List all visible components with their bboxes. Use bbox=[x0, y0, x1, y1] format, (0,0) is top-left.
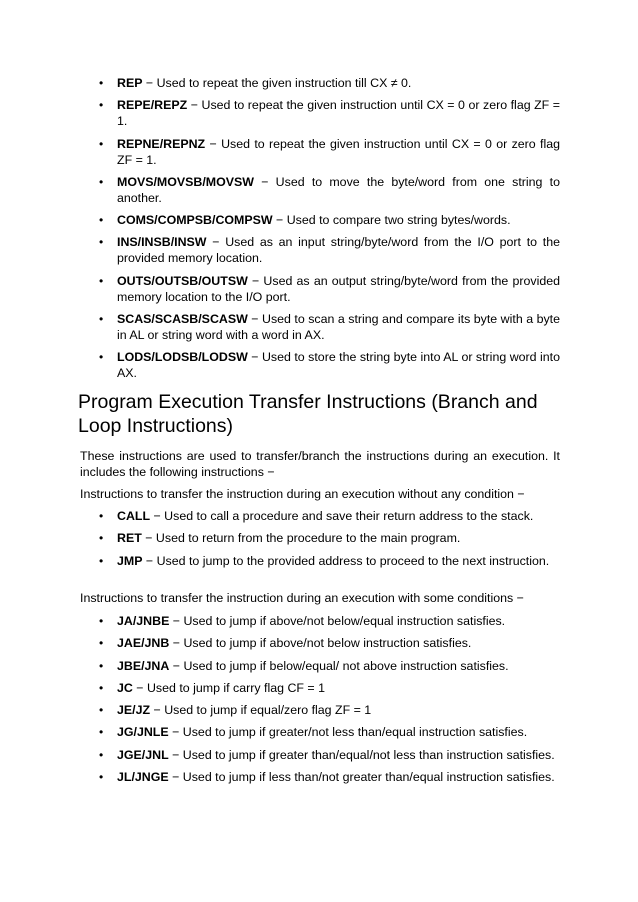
instruction-name: JC bbox=[117, 680, 133, 695]
list-item bbox=[0, 680, 638, 696]
separator: − bbox=[206, 235, 226, 250]
string-instruction-list bbox=[0, 75, 638, 388]
instruction-name: JE/JZ bbox=[117, 703, 151, 718]
separator: − bbox=[142, 553, 157, 568]
list-item bbox=[0, 311, 638, 343]
instruction-name: MOVS/MOVSB/MOVSW bbox=[117, 174, 254, 189]
separator: − bbox=[187, 98, 202, 113]
instruction-description: Used to jump to the provided address to proceed to the next instruction. bbox=[156, 553, 550, 568]
instruction-name: INS/INSB/INSW bbox=[117, 235, 207, 250]
instruction-name: JAE/JNB bbox=[117, 636, 170, 651]
instruction-description: Used to jump if carry flag CF = 1 bbox=[146, 680, 325, 695]
list-item bbox=[0, 747, 638, 763]
instruction-name: LODS/LODSB/LODSW bbox=[117, 350, 248, 365]
list-item bbox=[0, 75, 638, 91]
separator: − bbox=[247, 350, 262, 365]
instruction-description: Used to jump if above/not below/equal instruction satisfies. bbox=[183, 614, 506, 628]
separator: − bbox=[150, 703, 165, 718]
separator: − bbox=[272, 213, 287, 228]
conditional-instruction-list bbox=[0, 613, 638, 791]
separator: − bbox=[254, 174, 276, 189]
instruction-description: Used to jump if greater/not less than/equal instruction satisfies. bbox=[182, 725, 528, 740]
instruction-name: JG/JNLE bbox=[117, 725, 169, 740]
instruction-description: Used to jump if less than/not greater than/equal instruction satisfies. bbox=[182, 770, 555, 785]
separator: − bbox=[169, 614, 184, 628]
list-item bbox=[0, 553, 638, 569]
instruction-description: Used to repeat the given instruction till CX ≠ 0. bbox=[156, 76, 412, 90]
section-heading: Program Execution Transfer Instructions (Branch and Loop Instructions) bbox=[78, 391, 538, 437]
list-item bbox=[0, 635, 638, 651]
instruction-name: JMP bbox=[117, 553, 143, 568]
instruction-description: Used to repeat the given instruction until CX = 0 or zero flag ZF = 1. bbox=[117, 136, 560, 167]
list-item bbox=[0, 508, 638, 524]
instruction-name: JA/JNBE bbox=[117, 614, 170, 628]
section-intro: These instructions are used to transfer/branch the instructions during an execution. It includes the following instructions − bbox=[80, 449, 560, 479]
instruction-description: Used to call a procedure and save their return address to the stack. bbox=[164, 509, 534, 523]
separator: − bbox=[168, 770, 183, 785]
instruction-description: Used as an input string/byte/word from the I/O port to the provided memory location. bbox=[117, 235, 560, 266]
list-item bbox=[0, 273, 638, 305]
unconditional-instruction-list bbox=[0, 508, 638, 575]
unconditional-intro: Instructions to transfer the instruction during an execution without any condition − bbox=[80, 487, 525, 501]
list-item bbox=[0, 174, 638, 206]
list-item bbox=[0, 136, 638, 168]
instruction-name: OUTS/OUTSB/OUTSW bbox=[117, 273, 248, 288]
instruction-description: Used to return from the procedure to the main program. bbox=[155, 531, 461, 546]
instruction-description: Used to jump if equal/zero flag ZF = 1 bbox=[164, 703, 372, 718]
separator: − bbox=[150, 509, 165, 523]
instruction-description: Used to store the string byte into AL or string word into AX. bbox=[117, 350, 560, 381]
separator: − bbox=[247, 273, 264, 288]
separator: − bbox=[205, 136, 222, 151]
separator: − bbox=[169, 658, 184, 673]
instruction-description: Used to jump if greater than/equal/not less than instruction satisfies. bbox=[182, 747, 555, 762]
instruction-description: Used to jump if above/not below instruction satisfies. bbox=[183, 636, 472, 651]
instruction-name: COMS/COMPSB/COMPSW bbox=[117, 213, 273, 228]
instruction-description: Used to repeat the given instruction until CX = 0 or zero flag ZF = 1. bbox=[117, 98, 561, 129]
instruction-name: RET bbox=[117, 531, 142, 546]
instruction-name: REP bbox=[117, 76, 143, 90]
instruction-name: CALL bbox=[117, 509, 151, 523]
separator: − bbox=[141, 531, 156, 546]
instruction-name: JBE/JNA bbox=[117, 658, 170, 673]
separator: − bbox=[169, 636, 184, 651]
list-item bbox=[0, 769, 638, 785]
instruction-description: Used to compare two string bytes/words. bbox=[286, 213, 511, 228]
instruction-name: SCAS/SCASB/SCASW bbox=[117, 312, 248, 327]
list-item bbox=[0, 530, 638, 546]
separator: − bbox=[168, 725, 183, 740]
instruction-description: Used as an output string/byte/word from the provided memory location to the I/O port. bbox=[117, 273, 560, 304]
separator: − bbox=[247, 312, 263, 327]
list-item bbox=[0, 724, 638, 740]
list-item bbox=[0, 658, 638, 674]
instruction-name: REPE/REPZ bbox=[117, 98, 188, 113]
instruction-name: REPNE/REPNZ bbox=[117, 136, 206, 151]
instruction-description: Used to scan a string and compare its byte with a byte in AL or string word with a word in AX. bbox=[117, 312, 560, 343]
list-item bbox=[0, 212, 638, 228]
conditional-intro: Instructions to transfer the instruction during an execution with some conditions − bbox=[80, 591, 524, 605]
list-item bbox=[0, 349, 638, 381]
list-item bbox=[0, 702, 638, 718]
instruction-name: JGE/JNL bbox=[117, 747, 169, 762]
separator: − bbox=[132, 680, 147, 695]
instruction-description: Used to move the byte/word from one string to another. bbox=[117, 174, 560, 205]
instruction-name: JL/JNGE bbox=[117, 770, 169, 785]
list-item bbox=[0, 97, 638, 129]
separator: − bbox=[142, 76, 157, 90]
instruction-description: Used to jump if below/equal/ not above instruction satisfies. bbox=[183, 658, 509, 673]
list-item bbox=[0, 234, 638, 266]
list-item bbox=[0, 613, 638, 629]
separator: − bbox=[168, 747, 183, 762]
